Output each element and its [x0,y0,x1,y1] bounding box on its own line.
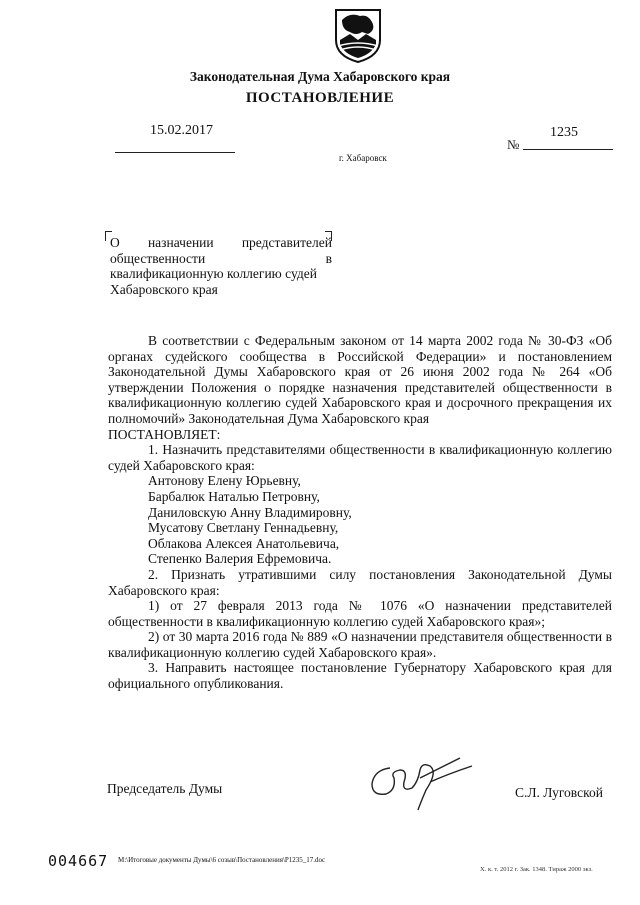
document-body [108,333,612,692]
chair-title: Председатель Думы [107,781,223,796]
chair-name: С.Л. Луговской [515,785,603,800]
preamble-paragraph: В соответствии с Федеральным законом от 14 марта 2002 года № 30-ФЗ «Об органах судейского сообщества в Российской Федерации» и постановлением Законодательной Думы Хабаровского края от 26 июня 2002 года № 264 «Об утверждении Положения о порядке назначения представителей общественности в квалификационную коллегию судей Хабаровского края и досрочного прекращения их полномочий» Законодательная Дума Хабаровского края [108,333,612,426]
registration-stamp-number: 004667 [48,852,109,870]
document-type: ПОСТАНОВЛЕНИЕ [245,90,395,106]
item-1: 1. Назначить представителями общественности в квалификационную коллегию судей Хабаровского края: [108,442,612,473]
number-underline [523,149,613,150]
city-name: г. Хабаровск [339,153,387,163]
document-date: 15.02.2017 [150,123,213,138]
organization-name: Законодательная Дума Хабаровского края [189,69,451,84]
appointee-name: Даниловскую Анну Владимировну, [148,504,352,520]
subject-line: квалификационную коллегию судей [110,266,317,281]
resolves-heading: ПОСТАНОВЛЯЕТ: [108,426,221,442]
coat-of-arms-emblem [332,6,384,64]
appointee-name: Облакова Алексея Анатольевича, [148,535,340,551]
appointee-name: Степенко Валерия Ефремовича. [148,551,332,567]
print-info: Х. к. т. 2012 г. Зак. 1348. Тираж 2000 экз. [480,866,593,873]
date-underline [115,152,235,153]
number-label: № [507,137,520,152]
item-3: 3. Направить настоящее постановление Губернатору Хабаровского края для официального опубликования. [108,660,612,692]
subject-line: Хабаровского края [110,281,218,297]
appointee-name: Барбалюк Наталью Петровну, [148,488,320,504]
appointee-name: Мусатову Светлану Геннадьевну, [148,520,339,536]
subject-block [110,235,332,297]
item-2-subitem-2: 2) от 30 марта 2016 года № 889 «О назначении представителя общественности в квалификационную коллегию судей Хабаровского края». [108,629,612,660]
subject-line: общественности в [110,250,332,266]
document-number: 1235 [550,125,578,140]
file-path: М:\Итоговые документы Думы\6 созыв\Постановления\P1235_17.doc [118,856,326,864]
item-2-subitem-1: 1) от 27 февраля 2013 года № 1076 «О назначении представителей общественности в квалификационную коллегию судей Хабаровского края»; [108,598,612,629]
item-2: 2. Признать утратившими силу постановления Законодательной Думы Хабаровского края: [108,566,612,598]
subject-line: О назначении представителей [110,235,332,250]
handwritten-signature [360,748,480,812]
appointee-name: Антонову Елену Юрьевну, [148,473,301,489]
